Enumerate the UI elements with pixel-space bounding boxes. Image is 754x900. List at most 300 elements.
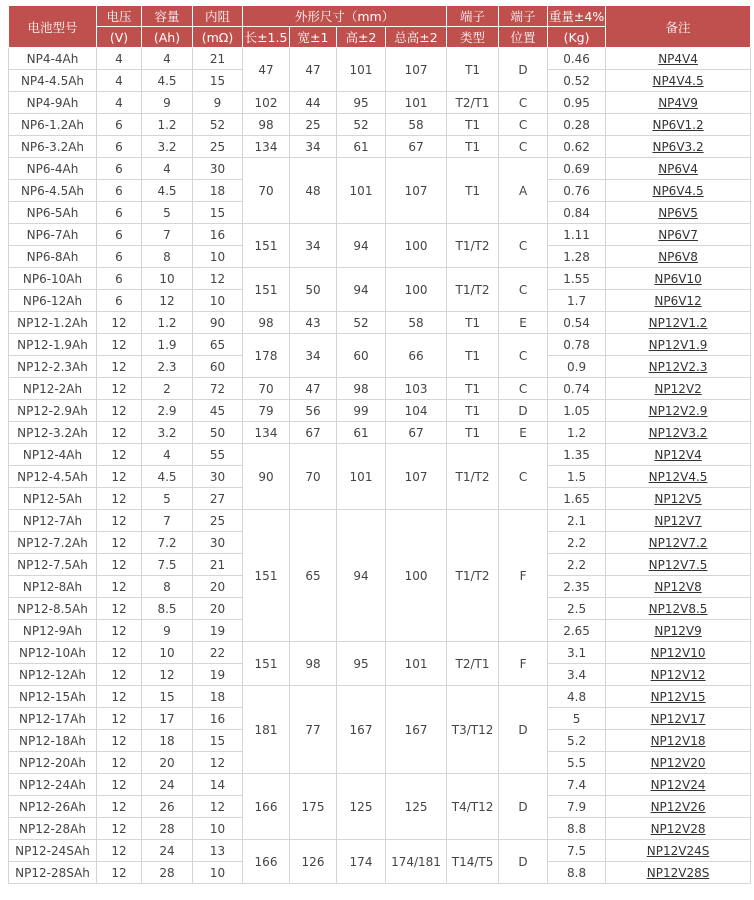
cell-terminal-position: C [499, 268, 548, 312]
cell-terminal-position: D [499, 774, 548, 840]
header-capacity: 容量 [142, 6, 193, 27]
cell-model: NP12-4.5Ah [9, 466, 97, 488]
cell-capacity: 5 [142, 488, 193, 510]
cell-length: 70 [243, 378, 290, 400]
note-link[interactable]: NP6V7 [658, 227, 698, 242]
note-link[interactable]: NP12V4 [654, 447, 702, 462]
cell-width: 56 [290, 400, 337, 422]
cell-weight: 3.1 [548, 642, 606, 664]
note-link[interactable]: NP12V2.3 [648, 359, 708, 374]
cell-length: 98 [243, 312, 290, 334]
note-link[interactable]: NP12V24S [646, 843, 710, 858]
cell-height: 94 [337, 268, 386, 312]
table-row [9, 510, 751, 532]
cell-length: 98 [243, 114, 290, 136]
table-row [9, 224, 751, 246]
cell-voltage: 12 [97, 818, 142, 840]
cell-height: 125 [337, 774, 386, 840]
cell-width: 175 [290, 774, 337, 840]
cell-resistance: 30 [193, 158, 243, 180]
header-total-height: 总高±2 [386, 27, 447, 48]
cell-height: 174 [337, 840, 386, 884]
cell-length: 47 [243, 48, 290, 92]
cell-capacity: 18 [142, 730, 193, 752]
note-link[interactable]: NP12V28 [650, 821, 706, 836]
cell-capacity: 2.9 [142, 400, 193, 422]
cell-weight: 4.8 [548, 686, 606, 708]
cell-model: NP12-7.5Ah [9, 554, 97, 576]
cell-terminal-type: T1 [447, 334, 499, 378]
cell-height: 101 [337, 444, 386, 510]
header-dimensions: 外形尺寸（mm） [243, 6, 447, 27]
cell-model: NP12-24Ah [9, 774, 97, 796]
cell-voltage: 12 [97, 334, 142, 356]
table-row [9, 158, 751, 180]
cell-terminal-type: T1/T2 [447, 268, 499, 312]
header-note: 备注 [606, 6, 751, 48]
table-row [9, 444, 751, 466]
cell-capacity: 9 [142, 620, 193, 642]
cell-resistance: 30 [193, 466, 243, 488]
cell-note [606, 752, 751, 774]
cell-width: 48 [290, 158, 337, 224]
cell-model: NP6-7Ah [9, 224, 97, 246]
cell-weight: 2.2 [548, 554, 606, 576]
cell-weight: 0.95 [548, 92, 606, 114]
cell-model: NP12-7.2Ah [9, 532, 97, 554]
cell-total-height: 101 [386, 92, 447, 114]
cell-weight: 1.28 [548, 246, 606, 268]
cell-capacity: 7.5 [142, 554, 193, 576]
cell-length: 79 [243, 400, 290, 422]
cell-resistance: 15 [193, 730, 243, 752]
cell-resistance: 14 [193, 774, 243, 796]
cell-capacity: 10 [142, 642, 193, 664]
cell-voltage: 4 [97, 70, 142, 92]
cell-note [606, 180, 751, 202]
cell-terminal-type: T1 [447, 422, 499, 444]
cell-length: 151 [243, 224, 290, 268]
cell-capacity: 4.5 [142, 180, 193, 202]
cell-model: NP4-4Ah [9, 48, 97, 70]
cell-voltage: 12 [97, 620, 142, 642]
cell-length: 102 [243, 92, 290, 114]
cell-weight: 0.54 [548, 312, 606, 334]
cell-length: 134 [243, 136, 290, 158]
cell-weight: 0.46 [548, 48, 606, 70]
cell-voltage: 12 [97, 664, 142, 686]
cell-terminal-position: C [499, 444, 548, 510]
cell-resistance: 25 [193, 510, 243, 532]
cell-voltage: 12 [97, 378, 142, 400]
cell-capacity: 24 [142, 774, 193, 796]
cell-resistance: 10 [193, 246, 243, 268]
cell-resistance: 10 [193, 862, 243, 884]
note-link[interactable]: NP6V5 [658, 205, 698, 220]
cell-weight: 5.5 [548, 752, 606, 774]
note-link[interactable]: NP6V1.2 [652, 117, 704, 132]
table-row [9, 48, 751, 70]
header-capacity-unit: (Ah) [142, 27, 193, 48]
cell-height: 52 [337, 312, 386, 334]
cell-width: 34 [290, 334, 337, 378]
cell-terminal-position: D [499, 400, 548, 422]
cell-capacity: 8 [142, 246, 193, 268]
cell-model: NP12-1.9Ah [9, 334, 97, 356]
cell-resistance: 60 [193, 356, 243, 378]
cell-weight: 8.8 [548, 862, 606, 884]
cell-total-height: 100 [386, 510, 447, 642]
cell-terminal-type: T1 [447, 312, 499, 334]
note-link[interactable]: NP12V8 [654, 579, 702, 594]
note-link[interactable]: NP12V7 [654, 513, 702, 528]
cell-resistance: 12 [193, 268, 243, 290]
cell-note [606, 620, 751, 642]
note-link[interactable]: NP12V1.2 [648, 315, 708, 330]
cell-voltage: 12 [97, 554, 142, 576]
cell-length: 166 [243, 774, 290, 840]
cell-capacity: 24 [142, 840, 193, 862]
cell-resistance: 25 [193, 136, 243, 158]
cell-note [606, 422, 751, 444]
cell-note [606, 312, 751, 334]
cell-voltage: 6 [97, 180, 142, 202]
cell-width: 47 [290, 48, 337, 92]
cell-terminal-position: E [499, 312, 548, 334]
cell-capacity: 3.2 [142, 136, 193, 158]
cell-weight: 2.5 [548, 598, 606, 620]
cell-weight: 0.76 [548, 180, 606, 202]
cell-width: 25 [290, 114, 337, 136]
note-link[interactable]: NP12V9 [654, 623, 702, 638]
cell-model: NP12-28SAh [9, 862, 97, 884]
cell-resistance: 21 [193, 48, 243, 70]
cell-model: NP12-8Ah [9, 576, 97, 598]
cell-note [606, 114, 751, 136]
table-row [9, 268, 751, 290]
note-link[interactable]: NP6V4 [658, 161, 698, 176]
table-row [9, 642, 751, 664]
cell-width: 70 [290, 444, 337, 510]
cell-weight: 1.55 [548, 268, 606, 290]
cell-capacity: 5 [142, 202, 193, 224]
cell-terminal-type: T2/T1 [447, 92, 499, 114]
table-row [9, 114, 751, 136]
header-voltage-unit: (V) [97, 27, 142, 48]
note-link[interactable]: NP12V15 [650, 689, 706, 704]
cell-resistance: 9 [193, 92, 243, 114]
cell-capacity: 1.2 [142, 114, 193, 136]
cell-total-height: 66 [386, 334, 447, 378]
header-terminal-pos: 端子 [499, 6, 548, 27]
cell-note [606, 708, 751, 730]
cell-model: NP6-10Ah [9, 268, 97, 290]
note-link[interactable]: NP12V18 [650, 733, 706, 748]
note-link[interactable]: NP12V20 [650, 755, 706, 770]
table-row [9, 774, 751, 796]
cell-terminal-position: C [499, 378, 548, 400]
cell-capacity: 4.5 [142, 70, 193, 92]
cell-terminal-position: C [499, 136, 548, 158]
cell-note [606, 70, 751, 92]
cell-resistance: 21 [193, 554, 243, 576]
cell-total-height: 101 [386, 642, 447, 686]
cell-total-height: 67 [386, 422, 447, 444]
battery-spec-table [8, 5, 751, 884]
cell-total-height: 107 [386, 444, 447, 510]
cell-height: 98 [337, 378, 386, 400]
cell-width: 67 [290, 422, 337, 444]
cell-weight: 3.4 [548, 664, 606, 686]
cell-model: NP12-17Ah [9, 708, 97, 730]
cell-capacity: 3.2 [142, 422, 193, 444]
cell-model: NP6-5Ah [9, 202, 97, 224]
cell-model: NP12-5Ah [9, 488, 97, 510]
cell-weight: 0.28 [548, 114, 606, 136]
cell-width: 77 [290, 686, 337, 774]
cell-resistance: 13 [193, 840, 243, 862]
cell-capacity: 7 [142, 224, 193, 246]
cell-voltage: 12 [97, 840, 142, 862]
cell-weight: 1.35 [548, 444, 606, 466]
header-voltage: 电压 [97, 6, 142, 27]
cell-total-height: 174/181 [386, 840, 447, 884]
cell-length: 134 [243, 422, 290, 444]
cell-voltage: 12 [97, 422, 142, 444]
cell-resistance: 12 [193, 752, 243, 774]
cell-terminal-position: D [499, 686, 548, 774]
note-link[interactable]: NP12V17 [650, 711, 706, 726]
cell-capacity: 20 [142, 752, 193, 774]
cell-note [606, 796, 751, 818]
cell-resistance: 65 [193, 334, 243, 356]
note-link[interactable]: NP12V4.5 [648, 469, 708, 484]
cell-voltage: 6 [97, 246, 142, 268]
note-link[interactable]: NP4V4 [658, 51, 698, 66]
table-row [9, 92, 751, 114]
note-link[interactable]: NP6V10 [654, 271, 702, 286]
cell-weight: 0.84 [548, 202, 606, 224]
cell-resistance: 19 [193, 620, 243, 642]
note-link[interactable]: NP12V2.9 [648, 403, 708, 418]
cell-total-height: 100 [386, 268, 447, 312]
cell-total-height: 107 [386, 48, 447, 92]
cell-weight: 8.8 [548, 818, 606, 840]
table-row [9, 686, 751, 708]
cell-voltage: 12 [97, 488, 142, 510]
cell-resistance: 10 [193, 290, 243, 312]
cell-voltage: 6 [97, 158, 142, 180]
header-resistance: 内阻 [193, 6, 243, 27]
cell-resistance: 15 [193, 70, 243, 92]
cell-model: NP12-2.9Ah [9, 400, 97, 422]
cell-note [606, 598, 751, 620]
cell-capacity: 9 [142, 92, 193, 114]
cell-weight: 2.65 [548, 620, 606, 642]
note-link[interactable]: NP12V7.2 [648, 535, 708, 550]
cell-note [606, 576, 751, 598]
cell-note [606, 246, 751, 268]
cell-width: 34 [290, 136, 337, 158]
cell-capacity: 8 [142, 576, 193, 598]
cell-note [606, 686, 751, 708]
cell-capacity: 7.2 [142, 532, 193, 554]
cell-terminal-position: E [499, 422, 548, 444]
cell-capacity: 12 [142, 664, 193, 686]
cell-note [606, 488, 751, 510]
cell-weight: 0.78 [548, 334, 606, 356]
note-link[interactable]: NP6V8 [658, 249, 698, 264]
cell-resistance: 10 [193, 818, 243, 840]
cell-resistance: 22 [193, 642, 243, 664]
cell-terminal-type: T3/T12 [447, 686, 499, 774]
table-row [9, 422, 751, 444]
note-link[interactable]: NP6V12 [654, 293, 702, 308]
cell-note [606, 730, 751, 752]
cell-note [606, 92, 751, 114]
cell-width: 43 [290, 312, 337, 334]
note-link[interactable]: NP12V5 [654, 491, 702, 506]
cell-voltage: 12 [97, 312, 142, 334]
cell-note [606, 466, 751, 488]
cell-note [606, 774, 751, 796]
cell-resistance: 52 [193, 114, 243, 136]
cell-height: 101 [337, 48, 386, 92]
cell-total-height: 58 [386, 114, 447, 136]
note-link[interactable]: NP12V3.2 [648, 425, 708, 440]
cell-note [606, 334, 751, 356]
cell-capacity: 2.3 [142, 356, 193, 378]
cell-voltage: 12 [97, 466, 142, 488]
cell-total-height: 58 [386, 312, 447, 334]
header-model: 电池型号 [9, 6, 97, 48]
header-resistance-unit: (mΩ) [193, 27, 243, 48]
cell-model: NP12-18Ah [9, 730, 97, 752]
cell-terminal-position: C [499, 114, 548, 136]
cell-resistance: 18 [193, 180, 243, 202]
cell-capacity: 15 [142, 686, 193, 708]
header-terminal: 端子 [447, 6, 499, 27]
cell-voltage: 6 [97, 202, 142, 224]
cell-height: 60 [337, 334, 386, 378]
cell-voltage: 12 [97, 532, 142, 554]
cell-note [606, 444, 751, 466]
cell-height: 61 [337, 136, 386, 158]
cell-terminal-type: T4/T12 [447, 774, 499, 840]
note-link[interactable]: NP12V28S [646, 865, 710, 880]
cell-terminal-type: T2/T1 [447, 642, 499, 686]
cell-terminal-type: T1 [447, 400, 499, 422]
note-link[interactable]: NP12V7.5 [648, 557, 708, 572]
cell-total-height: 167 [386, 686, 447, 774]
note-link[interactable]: NP4V4.5 [652, 73, 704, 88]
note-link[interactable]: NP12V12 [650, 667, 706, 682]
header-width: 宽±1 [290, 27, 337, 48]
cell-capacity: 4.5 [142, 466, 193, 488]
cell-weight: 0.9 [548, 356, 606, 378]
cell-width: 47 [290, 378, 337, 400]
cell-model: NP6-1.2Ah [9, 114, 97, 136]
cell-capacity: 17 [142, 708, 193, 730]
cell-height: 94 [337, 510, 386, 642]
cell-width: 50 [290, 268, 337, 312]
cell-weight: 1.7 [548, 290, 606, 312]
cell-note [606, 862, 751, 884]
cell-voltage: 12 [97, 774, 142, 796]
cell-length: 151 [243, 268, 290, 312]
cell-width: 126 [290, 840, 337, 884]
cell-weight: 5 [548, 708, 606, 730]
cell-model: NP12-10Ah [9, 642, 97, 664]
cell-model: NP12-28Ah [9, 818, 97, 840]
cell-model: NP12-2.3Ah [9, 356, 97, 378]
cell-model: NP12-4Ah [9, 444, 97, 466]
cell-voltage: 4 [97, 92, 142, 114]
cell-terminal-position: C [499, 334, 548, 378]
cell-total-height: 107 [386, 158, 447, 224]
cell-weight: 0.69 [548, 158, 606, 180]
cell-model: NP12-8.5Ah [9, 598, 97, 620]
cell-weight: 7.9 [548, 796, 606, 818]
cell-weight: 2.1 [548, 510, 606, 532]
cell-resistance: 20 [193, 598, 243, 620]
cell-terminal-position: F [499, 642, 548, 686]
cell-terminal-position: D [499, 840, 548, 884]
table-row [9, 312, 751, 334]
cell-note [606, 202, 751, 224]
cell-model: NP6-4Ah [9, 158, 97, 180]
note-link[interactable]: NP12V26 [650, 799, 706, 814]
cell-voltage: 12 [97, 730, 142, 752]
cell-model: NP12-15Ah [9, 686, 97, 708]
note-link[interactable]: NP6V3.2 [652, 139, 704, 154]
cell-model: NP6-3.2Ah [9, 136, 97, 158]
cell-model: NP12-24SAh [9, 840, 97, 862]
cell-capacity: 10 [142, 268, 193, 290]
cell-voltage: 12 [97, 862, 142, 884]
cell-note [606, 532, 751, 554]
note-link[interactable]: NP12V2 [654, 381, 702, 396]
cell-capacity: 26 [142, 796, 193, 818]
note-link[interactable]: NP12V10 [650, 645, 706, 660]
cell-resistance: 30 [193, 532, 243, 554]
cell-model: NP4-9Ah [9, 92, 97, 114]
cell-weight: 0.52 [548, 70, 606, 92]
cell-note [606, 290, 751, 312]
cell-capacity: 12 [142, 290, 193, 312]
header-length: 长±1.5 [243, 27, 290, 48]
table-header [9, 6, 751, 48]
cell-weight: 1.5 [548, 466, 606, 488]
cell-resistance: 16 [193, 224, 243, 246]
cell-capacity: 1.9 [142, 334, 193, 356]
note-link[interactable]: NP4V9 [658, 95, 698, 110]
note-link[interactable]: NP12V1.9 [648, 337, 708, 352]
cell-resistance: 12 [193, 796, 243, 818]
cell-voltage: 12 [97, 642, 142, 664]
cell-model: NP12-1.2Ah [9, 312, 97, 334]
cell-resistance: 19 [193, 664, 243, 686]
cell-terminal-type: T1 [447, 136, 499, 158]
note-link[interactable]: NP12V8.5 [648, 601, 708, 616]
note-link[interactable]: NP6V4.5 [652, 183, 704, 198]
cell-terminal-position: D [499, 48, 548, 92]
cell-note [606, 818, 751, 840]
cell-model: NP6-4.5Ah [9, 180, 97, 202]
cell-height: 95 [337, 642, 386, 686]
cell-weight: 1.65 [548, 488, 606, 510]
note-link[interactable]: NP12V24 [650, 777, 706, 792]
